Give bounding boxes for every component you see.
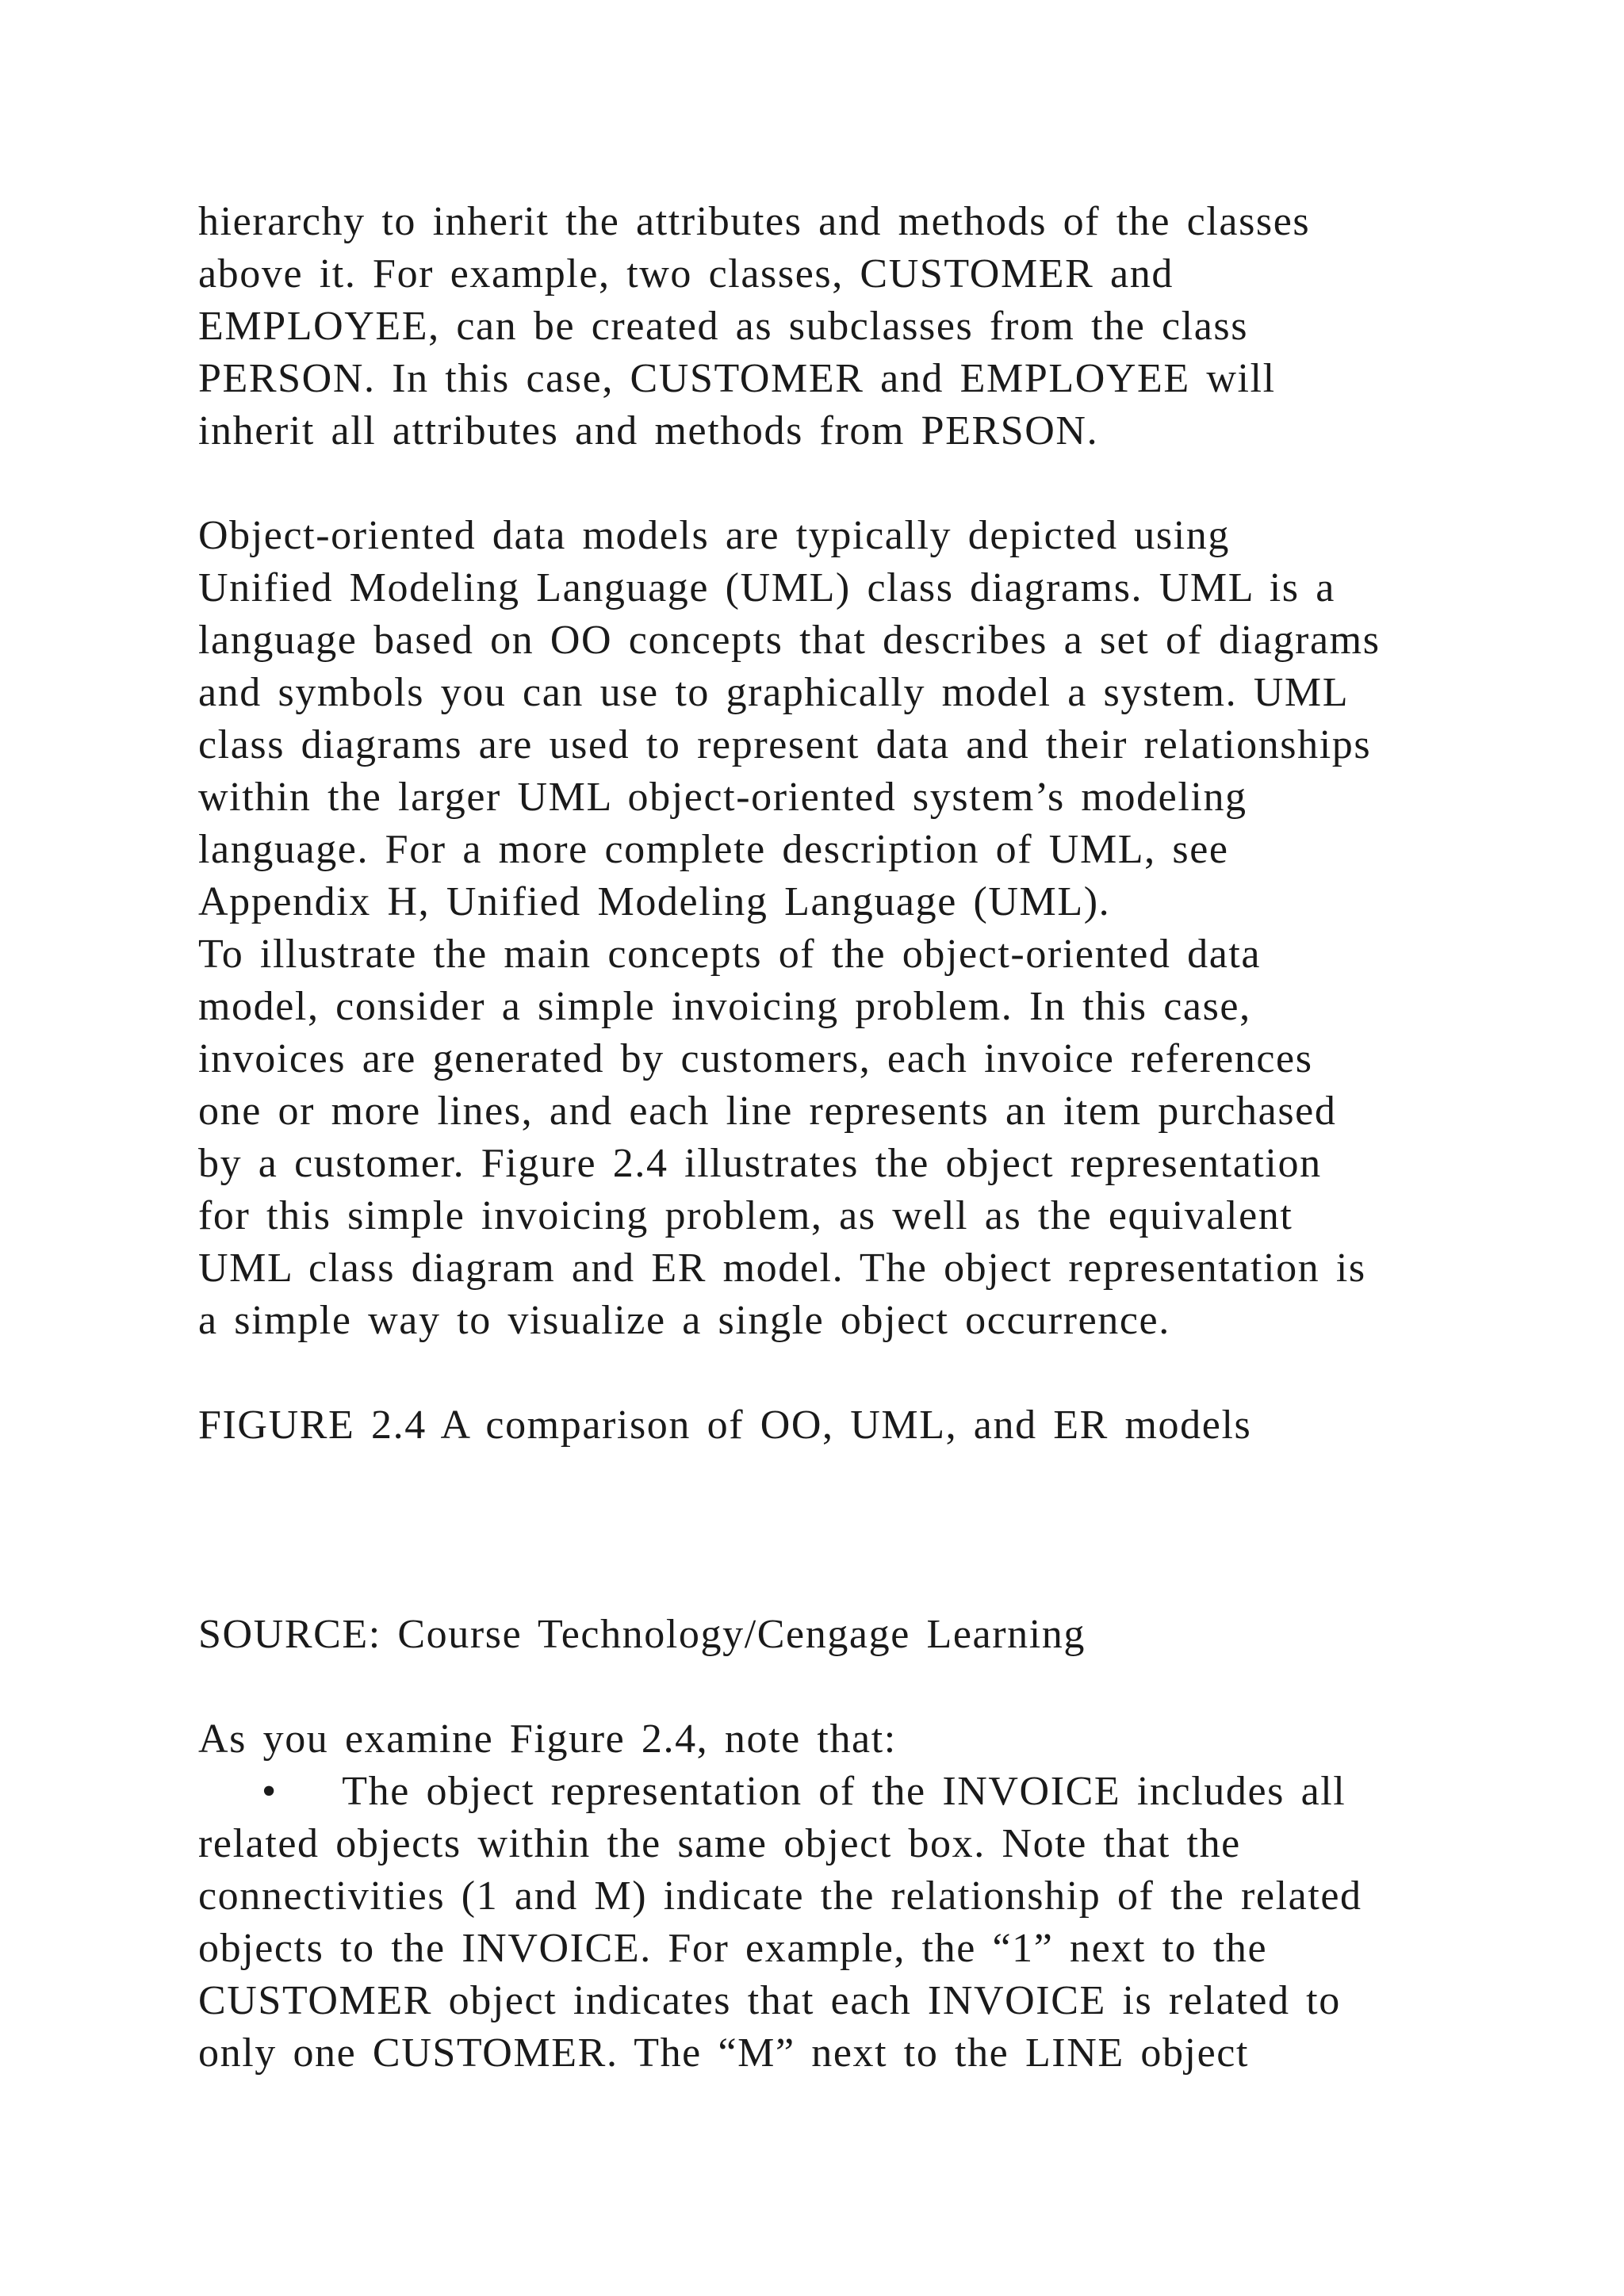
paragraph-3-line-1: To illustrate the main concepts of the object-oriented data <box>198 932 1262 977</box>
paragraph-1-line-4: PERSON. In this case, CUSTOMER and EMPLOYEE will <box>198 356 1276 401</box>
paragraph-2-line-5: class diagrams are used to represent data and their relationships <box>198 722 1372 767</box>
paragraph-3-line-7: UML class diagram and ER model. The object representation is <box>198 1246 1366 1291</box>
paragraph-1-line-5: inherit all attributes and methods from PERSON. <box>198 408 1099 453</box>
intro-line: As you examine Figure 2.4, note that: <box>198 1716 897 1762</box>
bullet-1-line-3: connectivities (1 and M) indicate the relationship of the related <box>198 1873 1362 1919</box>
paragraph-2-line-3: language based on OO concepts that describes a set of diagrams <box>198 618 1381 663</box>
paragraph-2-line-7: language. For a more complete description of UML, see <box>198 827 1229 872</box>
paragraph-3-line-6: for this simple invoicing problem, as well as the equivalent <box>198 1193 1293 1238</box>
figure-caption: FIGURE 2.4 A comparison of OO, UML, and ER models <box>198 1402 1252 1448</box>
source-line: SOURCE: Course Technology/Cengage Learning <box>198 1612 1086 1657</box>
paragraph-2-line-6: within the larger UML object-oriented system’s modeling <box>198 775 1247 820</box>
paragraph-2-line-4: and symbols you can use to graphically model a system. UML <box>198 670 1350 715</box>
paragraph-1-line-1: hierarchy to inherit the attributes and methods of the classes <box>198 199 1311 244</box>
bullet-1-line-1: • The object representation of the INVOICE includes all <box>262 1769 1346 1814</box>
bullet-1-line-4: objects to the INVOICE. For example, the “1” next to the <box>198 1926 1268 1971</box>
bullet-1-line-2: related objects within the same object box. Note that the <box>198 1821 1241 1866</box>
paragraph-1-line-3: EMPLOYEE, can be created as subclasses from the class <box>198 304 1249 349</box>
paragraph-3-line-3: invoices are generated by customers, each invoice references <box>198 1036 1313 1081</box>
paragraph-2-line-1: Object-oriented data models are typically depicted using <box>198 513 1230 558</box>
bullet-1-line-5: CUSTOMER object indicates that each INVOICE is related to <box>198 1978 1341 2023</box>
paragraph-3-line-2: model, consider a simple invoicing problem. In this case, <box>198 984 1251 1029</box>
paragraph-2-line-2: Unified Modeling Language (UML) class diagrams. UML is a <box>198 565 1335 610</box>
paragraph-3-line-4: one or more lines, and each line represents an item purchased <box>198 1089 1337 1134</box>
paragraph-2-line-8: Appendix H, Unified Modeling Language (UML). <box>198 879 1111 924</box>
bullet-1-line-6: only one CUSTOMER. The “M” next to the LINE object <box>198 2030 1249 2076</box>
paragraph-3-line-5: by a customer. Figure 2.4 illustrates the object representation <box>198 1141 1322 1186</box>
paragraph-3-line-8: a simple way to visualize a single object occurrence. <box>198 1298 1170 1343</box>
paragraph-1-line-2: above it. For example, two classes, CUSTOMER and <box>198 251 1174 297</box>
